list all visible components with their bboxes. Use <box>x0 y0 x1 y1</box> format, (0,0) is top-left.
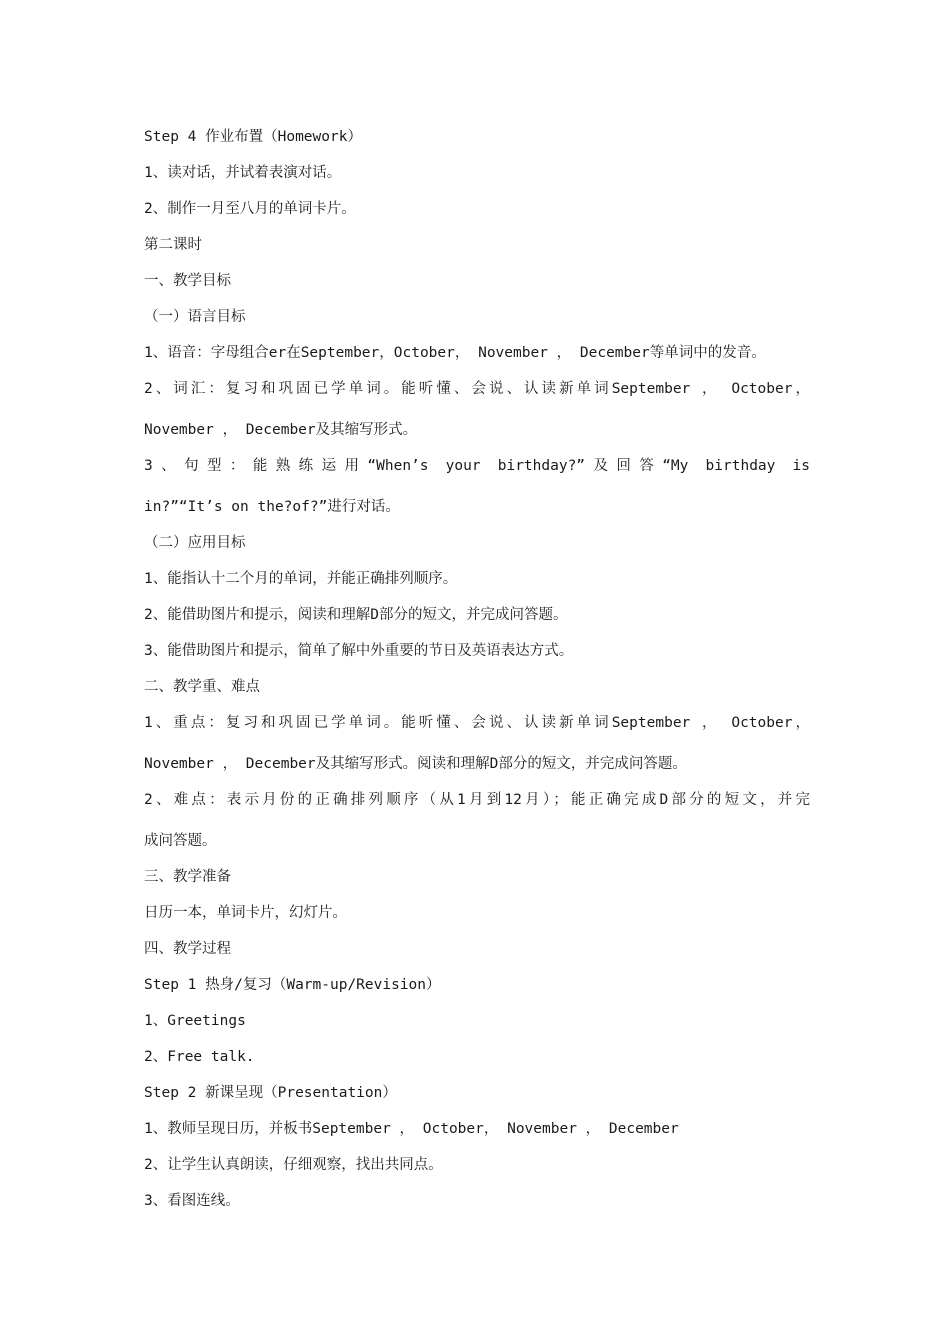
section-heading-objectives: 一、教学目标 <box>144 273 231 289</box>
document-body <box>144 122 810 1222</box>
objective-vocabulary: 2、词汇：复习和巩固已学单词。能听懂、会说、认读新单词September ， October， <box>144 381 810 397</box>
section-heading-homework: Step 4 作业布置（Homework） <box>144 129 362 145</box>
lesson-title: 第二课时 <box>144 237 202 253</box>
key-point: 1、重点：复习和巩固已学单词。能听懂、会说、认读新单词September ， October， <box>144 715 810 731</box>
subheading-application-objectives: （二）应用目标 <box>144 535 246 551</box>
application-item-2: 2、能借助图片和提示，阅读和理解D部分的短文，并完成问答题。 <box>144 607 568 623</box>
difficult-point: 2、难点：表示月份的正确排列顺序（从1月到12月）；能正确完成D部分的短文，并完 <box>144 792 810 808</box>
step-presentation: Step 2 新课呈现（Presentation） <box>144 1085 397 1101</box>
objective-sentence-cont: in?”“It’s on the?of?”进行对话。 <box>144 499 400 515</box>
warm-up-item-1: 1、Greetings <box>144 1013 246 1029</box>
homework-item-2: 2、制作一月至八月的单词卡片。 <box>144 201 356 217</box>
key-point-cont: November ， December及其缩写形式。阅读和理解D部分的短文，并完成问答题。 <box>144 756 687 772</box>
section-heading-preparation: 三、教学准备 <box>144 869 231 885</box>
presentation-item-2: 2、让学生认真朗读，仔细观察，找出共同点。 <box>144 1157 443 1173</box>
objective-sentence: 3、句型：能熟练运用“When’s your birthday?”及回答“My birthday is <box>144 458 810 474</box>
preparation-materials: 日历一本，单词卡片，幻灯片。 <box>144 905 347 921</box>
subheading-language-objectives: （一）语言目标 <box>144 309 246 325</box>
application-item-3: 3、能借助图片和提示，简单了解中外重要的节日及英语表达方式。 <box>144 643 574 659</box>
section-heading-key-points: 二、教学重、难点 <box>144 679 260 695</box>
presentation-item-1: 1、教师呈现日历，并板书September ， October， November ， December <box>144 1121 679 1137</box>
warm-up-item-2: 2、Free talk. <box>144 1049 255 1065</box>
step-warm-up: Step 1 热身/复习（Warm-up/Revision） <box>144 977 441 993</box>
difficult-point-cont: 成问答题。 <box>144 833 217 849</box>
objective-phonics: 1、语音：字母组合er在September，October， November ， December等单词中的发音。 <box>144 345 766 361</box>
objective-vocabulary-cont: November ， December及其缩写形式。 <box>144 422 418 438</box>
application-item-1: 1、能指认十二个月的单词，并能正确排列顺序。 <box>144 571 458 587</box>
section-heading-process: 四、教学过程 <box>144 941 231 957</box>
presentation-item-3: 3、看图连线。 <box>144 1193 240 1209</box>
homework-item-1: 1、读对话，并试着表演对话。 <box>144 165 342 181</box>
